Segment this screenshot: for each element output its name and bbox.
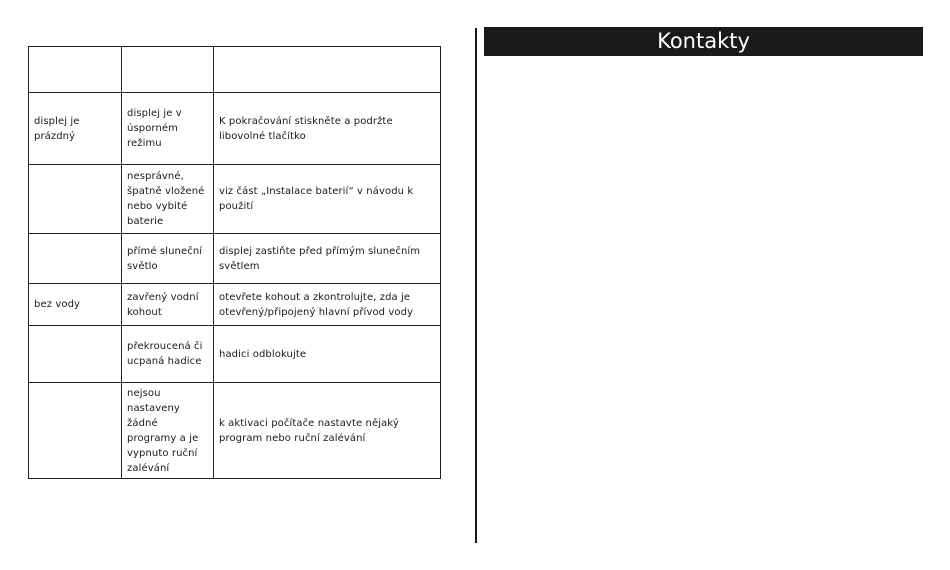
cause-cell: přímé sluneční světlo	[122, 234, 214, 284]
cause-cell: displej je v úsporném režimu	[122, 93, 214, 165]
problem-cell	[29, 326, 122, 383]
section-heading-bar	[484, 27, 923, 56]
table-row	[29, 326, 441, 383]
cause-cell: zavřený vodní kohout	[122, 284, 214, 326]
cause-cell	[122, 47, 214, 93]
cause-cell: nesprávné, špatně vložené nebo vybité baterie	[122, 165, 214, 234]
cause-cell: překroucená či ucpaná hadice	[122, 326, 214, 383]
page-divider	[475, 28, 477, 543]
problem-cell	[29, 47, 122, 93]
table-row	[29, 165, 441, 234]
table-row	[29, 93, 441, 165]
table-row	[29, 234, 441, 284]
table-row	[29, 383, 441, 479]
right-page	[484, 0, 924, 570]
solution-cell: viz část „Instalace baterií“ v návodu k použití	[214, 165, 441, 234]
solution-cell: displej zastiňte před přímým slunečním světlem	[214, 234, 441, 284]
problem-cell: displej je prázdný	[29, 93, 122, 165]
solution-cell: k aktivaci počítače nastavte nějaký program nebo ruční zalévání	[214, 383, 441, 479]
solution-cell: otevřete kohout a zkontrolujte, zda je otevřený/připojený hlavní přívod vody	[214, 284, 441, 326]
problem-cell	[29, 165, 122, 234]
table-header-row	[29, 47, 441, 93]
cause-cell: nejsou nastaveny žádné programy a je vypnuto ruční zalévání	[122, 383, 214, 479]
troubleshooting-table	[28, 46, 441, 479]
problem-cell	[29, 383, 122, 479]
solution-cell: K pokračování stiskněte a podržte libovolné tlačítko	[214, 93, 441, 165]
solution-cell	[214, 47, 441, 93]
section-heading: Kontakty	[657, 29, 750, 53]
problem-cell: bez vody	[29, 284, 122, 326]
solution-cell: hadici odblokujte	[214, 326, 441, 383]
problem-cell	[29, 234, 122, 284]
table-row	[29, 284, 441, 326]
